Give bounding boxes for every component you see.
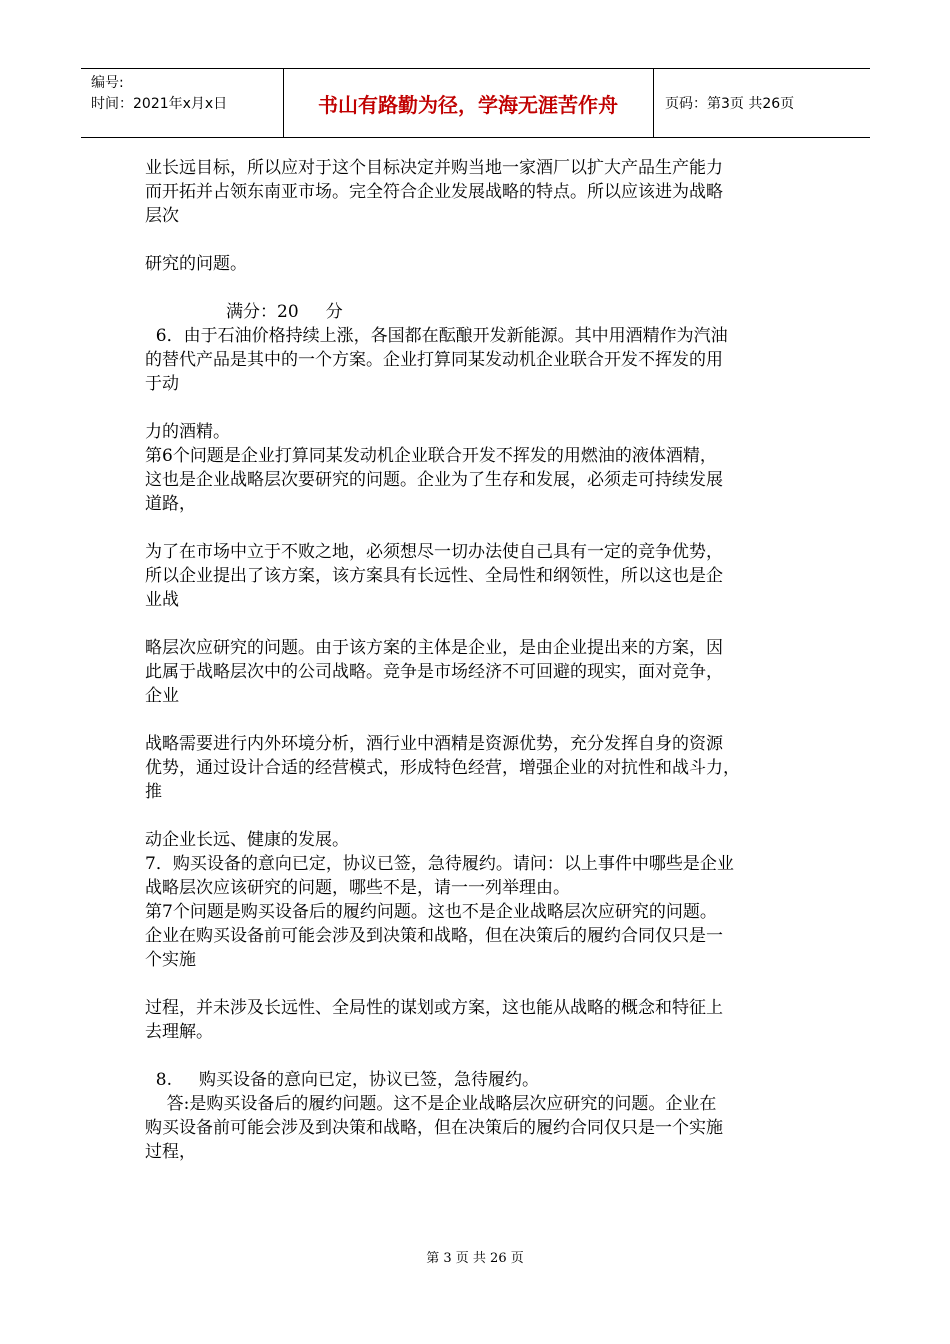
text-line: 8. 购买设备的意向已定，协议已签，急待履约。 xyxy=(145,1070,540,1090)
text-line: 道路， xyxy=(145,494,196,514)
text-line: 个实施 xyxy=(145,950,196,970)
blank-line xyxy=(145,708,810,732)
text-line: 答:是购买设备后的履约问题。这不是企业战略层次应研究的问题。企业在 xyxy=(145,1094,717,1114)
text-line: 第6个问题是企业打算同某发动机企业联合开发不挥发的用燃油的液体酒精， xyxy=(145,446,717,466)
page-footer: 第 3 页 共 26 页 xyxy=(426,1251,524,1266)
text-line: 的替代产品是其中的一个方案。企业打算同某发动机企业联合开发不挥发的用 xyxy=(145,350,723,370)
blank-line xyxy=(145,612,810,636)
text-line: 略层次应研究的问题。由于该方案的主体是企业，是由企业提出来的方案，因 xyxy=(145,638,723,658)
text-line: 动企业长远、健康的发展。 xyxy=(145,830,349,850)
header-table xyxy=(81,68,870,138)
text-line: 满分：20 分 xyxy=(145,302,343,322)
text-line: 企业 xyxy=(145,686,179,706)
text-line: 所以企业提出了该方案，该方案具有长远性、全局性和纲领性，所以这也是企 xyxy=(145,566,723,586)
blank-line xyxy=(145,804,810,828)
text-line: 过程，并未涉及长远性、全局性的谋划或方案，这也能从战略的概念和特征上 xyxy=(145,998,723,1018)
text-line: 优势，通过设计合适的经营模式，形成特色经营，增强企业的对抗性和战斗力， xyxy=(145,758,740,778)
text-line: 而开拓并占领东南亚市场。完全符合企业发展战略的特点。所以应该进为战略 xyxy=(145,182,723,202)
text-line: 购买设备前可能会涉及到决策和战略，但在决策后的履约合同仅只是一个实施 xyxy=(145,1118,723,1138)
header-divider xyxy=(653,69,654,137)
blank-line xyxy=(145,276,810,300)
text-line: 于动 xyxy=(145,374,179,394)
document-time-label: 时间：2021年x月x日 xyxy=(91,96,228,112)
text-line: 去理解。 xyxy=(145,1022,213,1042)
blank-line xyxy=(145,516,810,540)
text-line: 业战 xyxy=(145,590,179,610)
text-line: 这也是企业战略层次要研究的问题。企业为了生存和发展，必须走可持续发展 xyxy=(145,470,723,490)
blank-line xyxy=(145,1044,810,1068)
text-line: 第7个问题是购买设备后的履约问题。这也不是企业战略层次应研究的问题。 xyxy=(145,902,717,922)
text-line: 战略需要进行内外环境分析，酒行业中酒精是资源优势，充分发挥自身的资源 xyxy=(145,734,723,754)
header-info xyxy=(91,73,227,115)
header-motto: 书山有路勤为径，学海无涯苦作舟 xyxy=(318,92,618,117)
text-line: 企业在购买设备前可能会涉及到决策和战略，但在决策后的履约合同仅只是一 xyxy=(145,926,723,946)
blank-line xyxy=(145,228,810,252)
text-line: 6．由于石油价格持续上涨，各国都在酝酿开发新能源。其中用酒精作为汽油 xyxy=(145,326,728,346)
text-line: 7．购买设备的意向已定，协议已签，急待履约。请问：以上事件中哪些是企业 xyxy=(145,854,734,874)
blank-line xyxy=(145,972,810,996)
body-text xyxy=(145,156,810,1164)
document-number-label: 编号: xyxy=(91,75,124,91)
text-line: 业长远目标，所以应对于这个目标决定并购当地一家酒厂以扩大产品生产能力 xyxy=(145,158,723,178)
header-page-label: 页码：第3页 共26页 xyxy=(665,96,795,112)
text-line: 研究的问题。 xyxy=(145,254,247,274)
text-line: 推 xyxy=(145,782,162,802)
blank-line xyxy=(145,396,810,420)
text-line: 层次 xyxy=(145,206,179,226)
text-line: 过程， xyxy=(145,1142,196,1162)
text-line: 此属于战略层次中的公司战略。竞争是市场经济不可回避的现实，面对竞争， xyxy=(145,662,723,682)
text-line: 为了在市场中立于不败之地，必须想尽一切办法使自己具有一定的竞争优势， xyxy=(145,542,723,562)
text-line: 力的酒精。 xyxy=(145,422,230,442)
text-line: 战略层次应该研究的问题，哪些不是，请一一列举理由。 xyxy=(145,878,570,898)
